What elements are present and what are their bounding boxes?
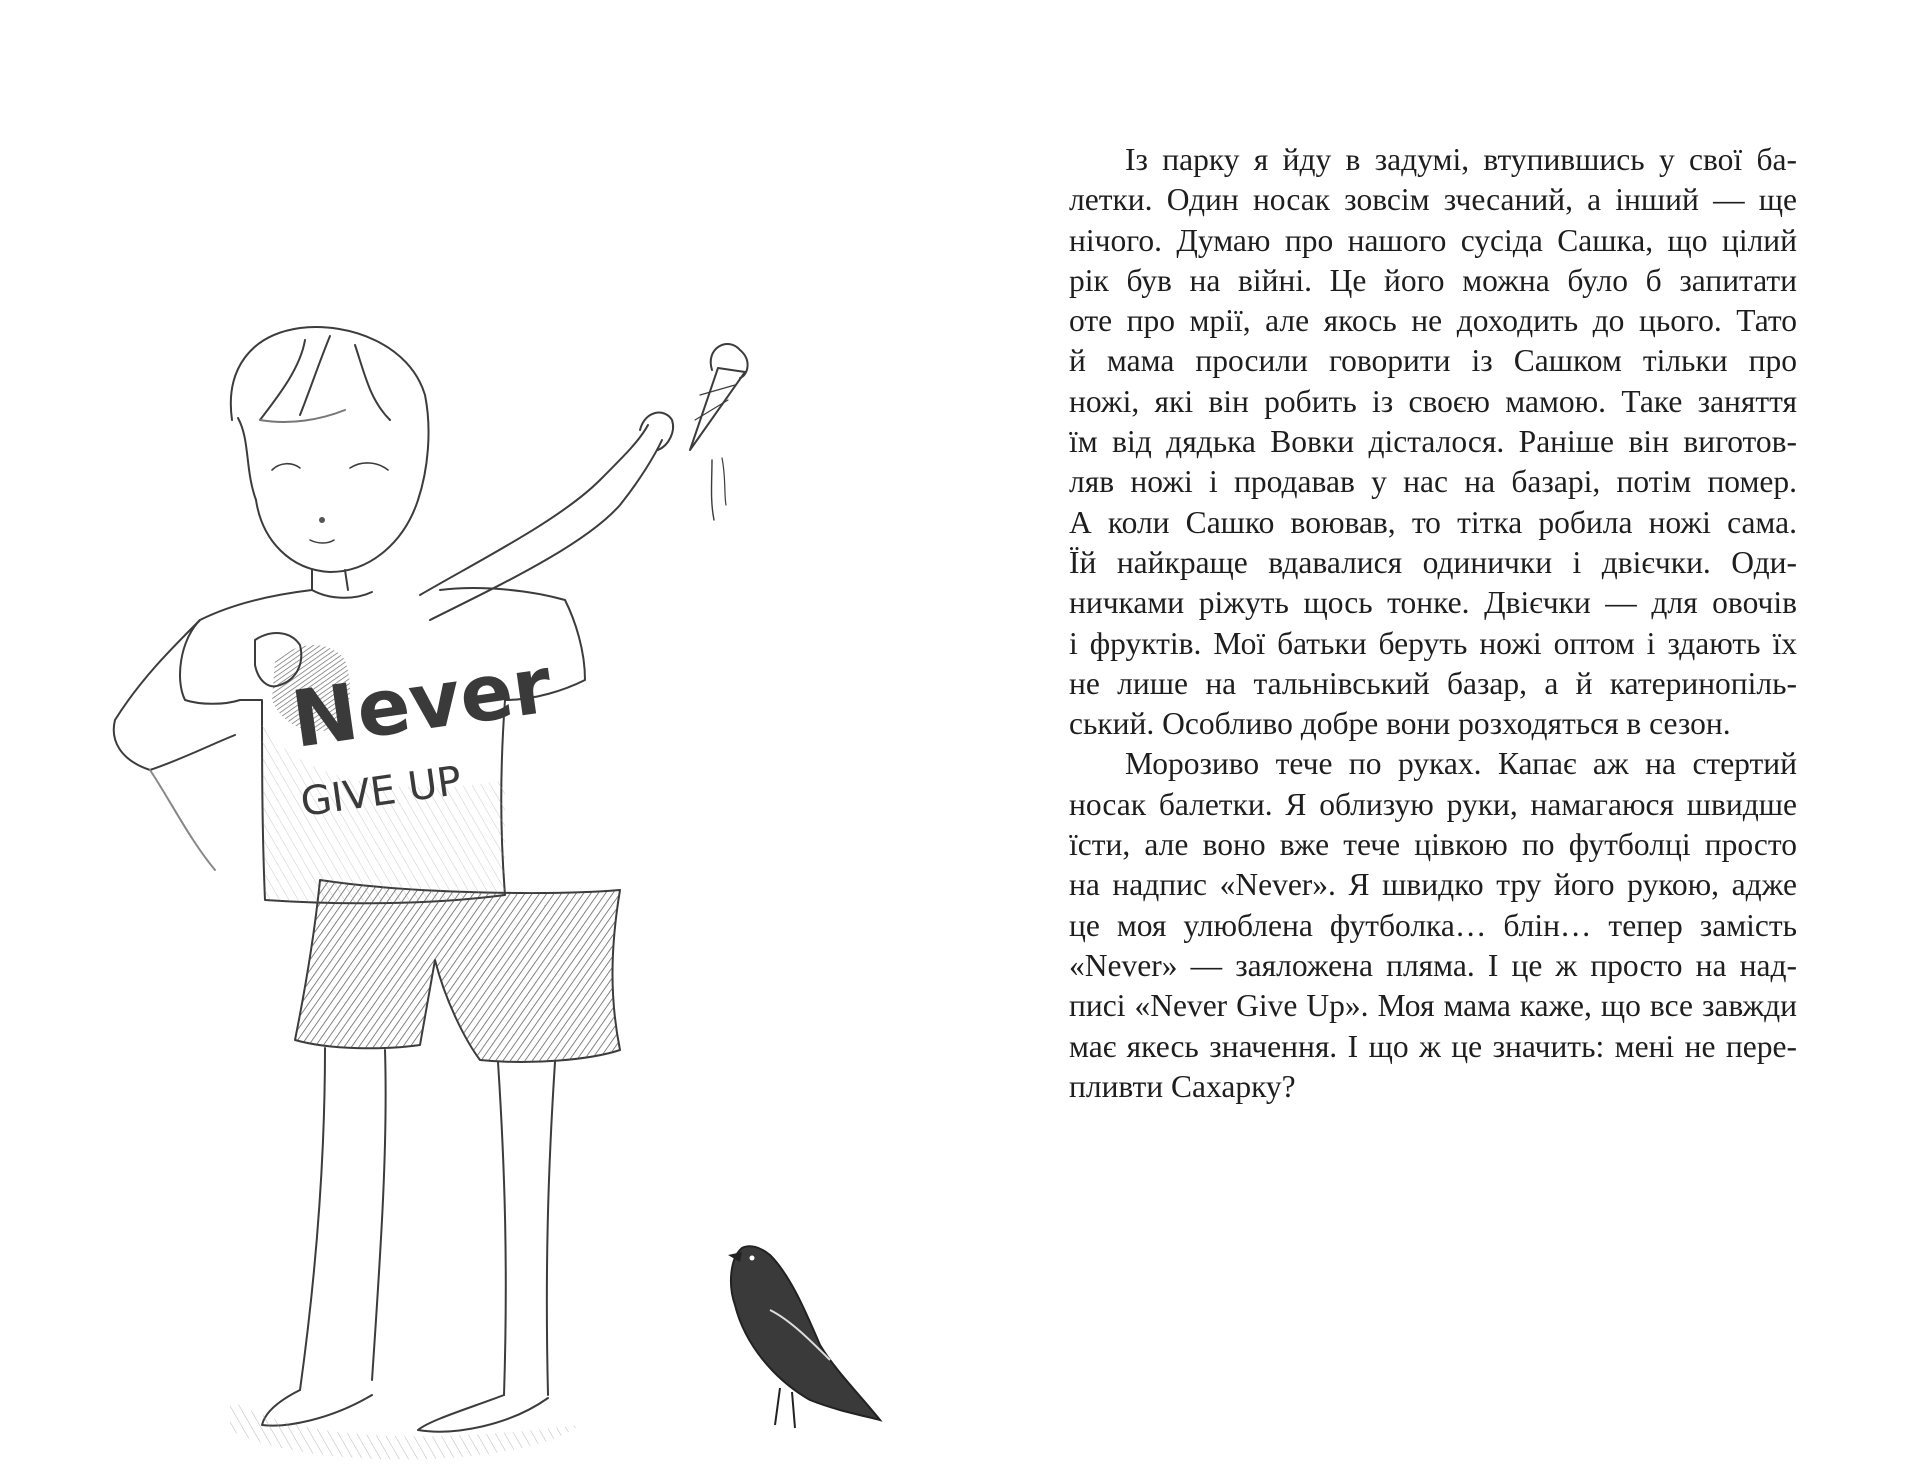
text-line: має якесь значення. І що ж це значить: мені не пере-	[1069, 1028, 1797, 1064]
shirt-text-give-up: GIVE UP	[297, 757, 465, 826]
paragraph-1	[1069, 140, 1797, 744]
ice-cream-cone	[690, 368, 745, 450]
text-line: ножі, які він робить із своєю мамою. Таке заняття	[1069, 383, 1797, 419]
bird	[728, 1246, 880, 1428]
text-line: і фруктів. Мої батьки беруть ножі оптом і здають їх	[1069, 625, 1797, 661]
text-line: А коли Сашко воював, то тітка робила ножі сама.	[1069, 504, 1797, 540]
text-line: й мама просили говорити із Сашком тільки про	[1069, 343, 1797, 379]
text-line: рік був на війні. Це його можна було б запитати	[1069, 262, 1797, 298]
story-text	[1069, 140, 1797, 1107]
right-leg	[498, 1062, 506, 1395]
text-line: ничками ріжуть щось тонке. Двієчки — для овочів	[1069, 585, 1797, 621]
text-line: оте про мрії, але якось не доходить до цього. Тато	[1069, 303, 1797, 339]
shirt-text-never: Never	[286, 640, 557, 766]
text-line: пливти Сахарку?	[1069, 1068, 1296, 1104]
hand-on-chest	[114, 620, 235, 770]
left-leg	[300, 1048, 325, 1390]
text-line: їм від дядька Вовки дісталося. Раніше він виготов-	[1069, 424, 1797, 460]
text-line: не лише на тальнівський базар, а й катеринопіль-	[1069, 665, 1797, 701]
text-line: «Never» — заяложена пляма. І це ж просто на над-	[1069, 947, 1797, 983]
text-line: це моя улюблена футболка… блін… тепер замість	[1069, 907, 1797, 943]
face	[256, 500, 418, 572]
text-line: Морозиво тече по руках. Капає аж на стертий	[1125, 746, 1797, 782]
raised-arm	[420, 425, 648, 595]
text-line: нічого. Думаю про нашого сусіда Сашка, що цілий	[1069, 222, 1797, 258]
right-shoe	[418, 1395, 548, 1432]
text-line: носак балетки. Я облизую руки, намагаюся швидше	[1069, 786, 1797, 822]
hair	[231, 327, 429, 500]
text-line: летки. Один носак зовсім зчесаний, а інший — ще	[1069, 182, 1797, 218]
text-line: ський. Особливо добре вони розходяться в сезон.	[1069, 706, 1731, 742]
text-line: Із парку я йду в задумі, втупившись у свої ба-	[1125, 142, 1797, 177]
text-line: Їй найкраще вдавалися одинички і двієчки. Оди-	[1069, 544, 1797, 580]
text-line: писі «Never Give Up». Моя мама каже, що все завжди	[1069, 988, 1797, 1024]
text-line: на надпис «Never». Я швидко тру його рукою, адже	[1069, 867, 1797, 903]
text-line: їсти, але воно вже тече цівкою по футболці просто	[1069, 827, 1797, 863]
text-line: ляв ножі і продавав у нас на базарі, потім помер.	[1069, 464, 1797, 500]
paragraph-2	[1069, 744, 1797, 1107]
